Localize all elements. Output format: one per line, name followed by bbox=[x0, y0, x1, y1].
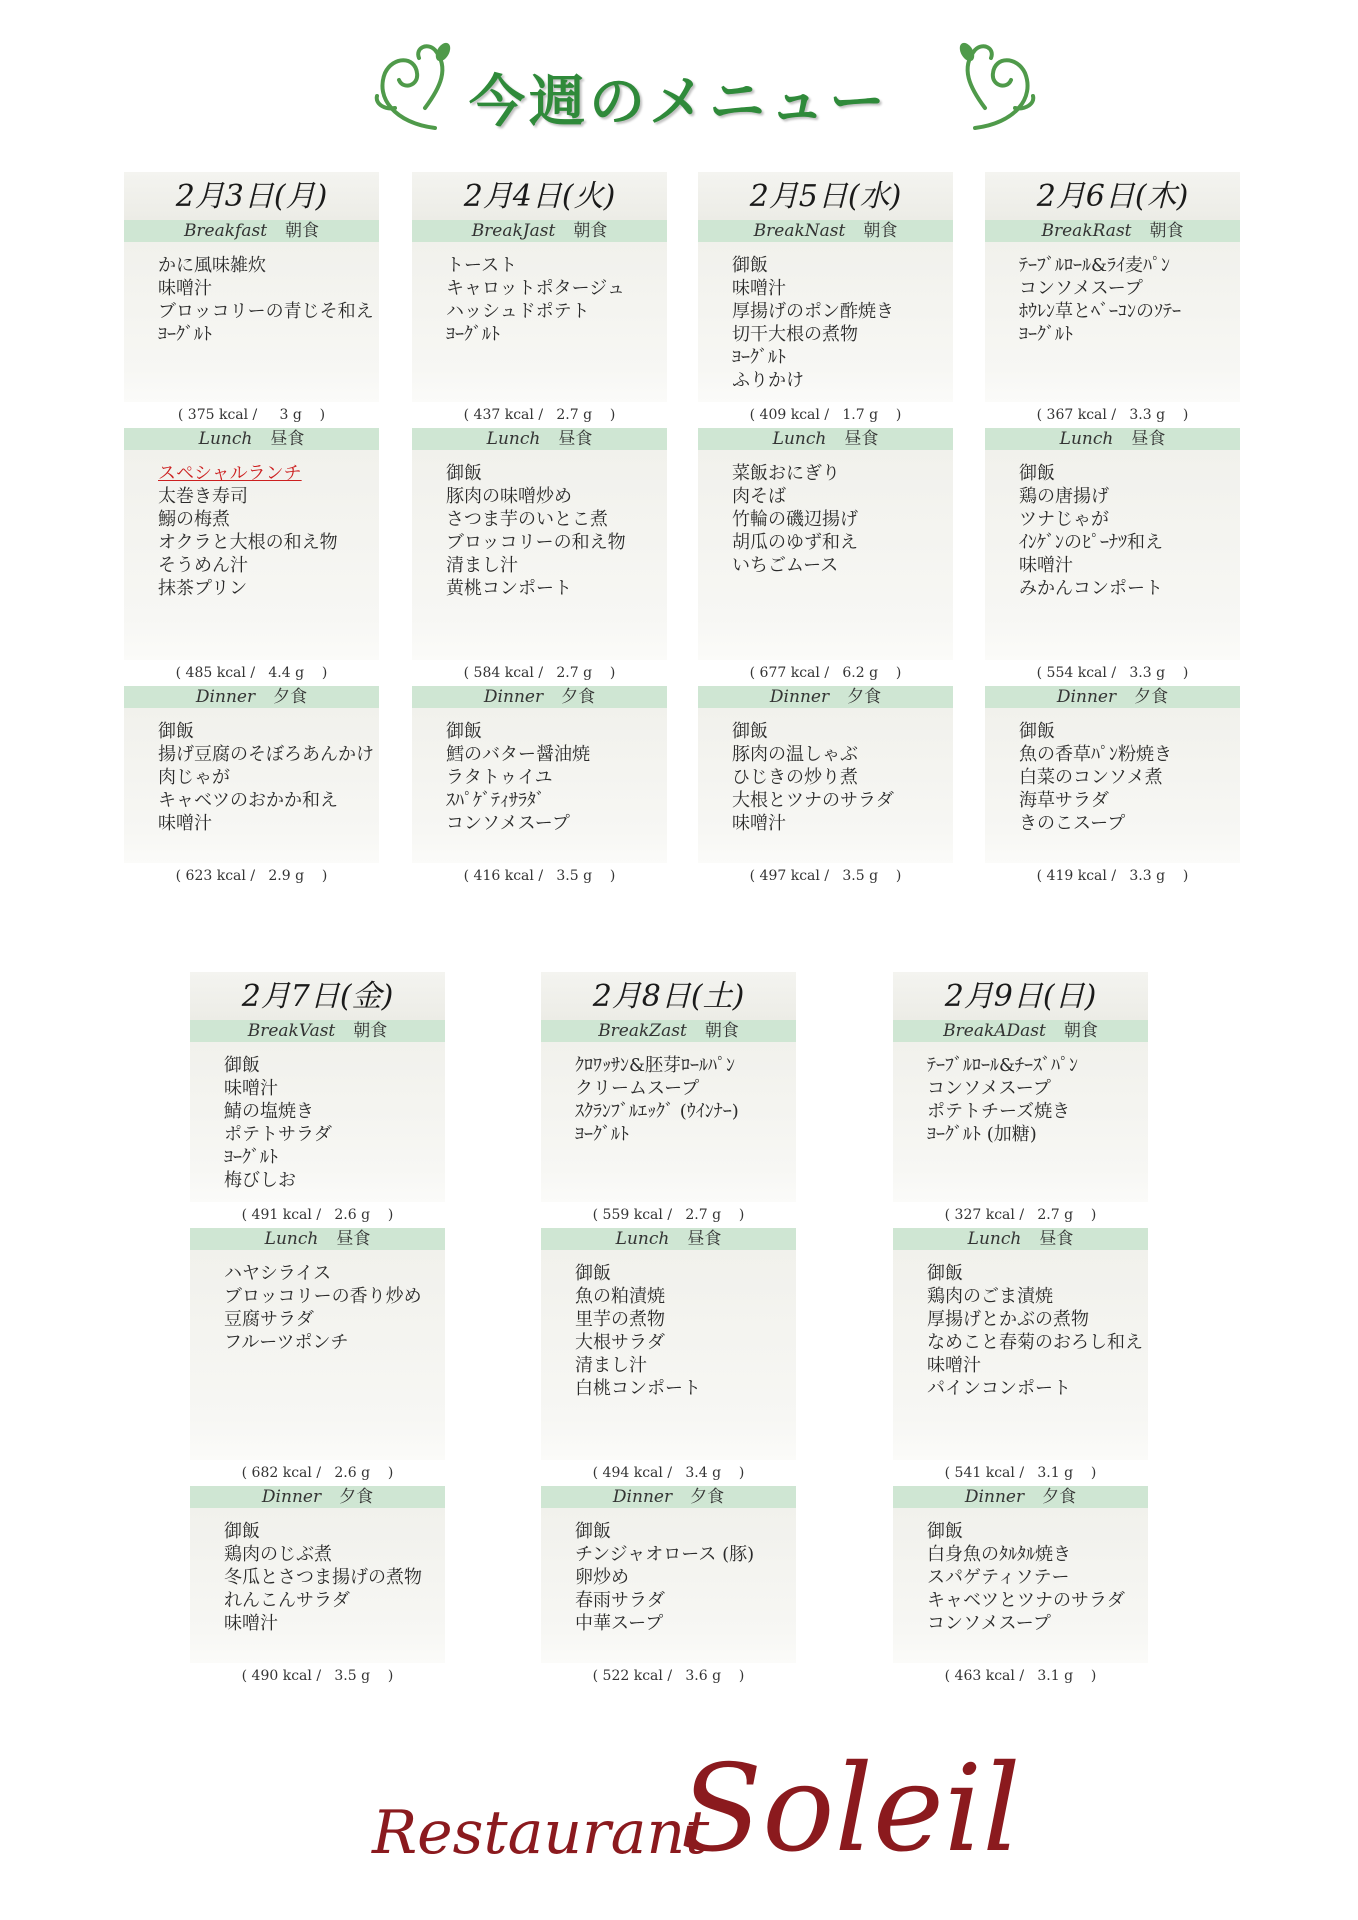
menu-item: ブロッコリーの香り炒め bbox=[224, 1286, 422, 1307]
menu-item: 太巻き寿司 bbox=[158, 486, 248, 507]
breakfast-nutrition: ( 491 kcal / 2.6 g ) bbox=[241, 1207, 394, 1223]
menu-item: 清まし汁 bbox=[575, 1355, 647, 1376]
menu-item: ｲﾝｹﾞﾝのﾋﾟｰﾅﾂ和え bbox=[1019, 532, 1163, 553]
menu-item: 大根とツナのサラダ bbox=[732, 790, 894, 811]
menu-item: ブロッコリーの青じそ和え bbox=[158, 301, 374, 322]
breakfast-label-en: BreakNast bbox=[753, 221, 846, 241]
menu-item: 魚の粕漬焼 bbox=[575, 1286, 665, 1307]
day-date: 2月5日(水) bbox=[698, 172, 953, 220]
menu-item: 御飯 bbox=[224, 1521, 260, 1542]
breakfast-label-en: BreakVast bbox=[247, 1021, 336, 1041]
menu-item: クリームスープ bbox=[575, 1078, 700, 1099]
dinner-nutrition: ( 463 kcal / 3.1 g ) bbox=[944, 1668, 1097, 1684]
day-column bbox=[985, 172, 1240, 889]
page-title: 今週のメニュー bbox=[469, 69, 889, 135]
breakfast-label-jp: 朝食 bbox=[863, 221, 898, 241]
menu-item: トースト bbox=[446, 255, 518, 276]
breakfast-header bbox=[190, 1020, 445, 1042]
menu-item: ツナじゃが bbox=[1019, 509, 1109, 530]
menu-item: 厚揚げとかぶの煮物 bbox=[927, 1309, 1089, 1330]
dinner-items bbox=[190, 1508, 445, 1663]
breakfast-label-jp: 朝食 bbox=[353, 1021, 388, 1041]
menu-item: 卵炒め bbox=[575, 1567, 629, 1588]
menu-item: 黄桃コンポート bbox=[446, 578, 572, 599]
menu-item: キャベツのおかか和え bbox=[158, 790, 338, 811]
breakfast-items bbox=[124, 242, 379, 402]
day-date: 2月7日(金) bbox=[190, 972, 445, 1020]
lunch-label-jp: 昼食 bbox=[336, 1229, 371, 1249]
menu-item: 味噌汁 bbox=[158, 813, 212, 834]
dinner-label-jp: 夕食 bbox=[561, 687, 596, 707]
header bbox=[0, 28, 1358, 138]
menu-item: ﾖｰｸﾞﾙﾄ bbox=[446, 324, 500, 345]
menu-item: 白身魚のﾀﾙﾀﾙ焼き bbox=[927, 1544, 1071, 1565]
menu-item: 味噌汁 bbox=[1019, 555, 1073, 576]
menu-item: 味噌汁 bbox=[732, 813, 786, 834]
dinner-header bbox=[985, 686, 1240, 708]
menu-item: 抹茶プリン bbox=[158, 578, 248, 599]
lunch-header bbox=[698, 428, 953, 450]
lunch-nutrition: ( 541 kcal / 3.1 g ) bbox=[944, 1465, 1097, 1481]
menu-item: 御飯 bbox=[732, 721, 768, 742]
day-column bbox=[190, 972, 445, 1689]
lunch-nutrition: ( 494 kcal / 3.4 g ) bbox=[592, 1465, 745, 1481]
dinner-label-en: Dinner bbox=[1056, 687, 1117, 707]
dinner-label-en: Dinner bbox=[612, 1487, 673, 1507]
dinner-header bbox=[541, 1486, 796, 1508]
menu-item: ハヤシライス bbox=[224, 1263, 332, 1284]
dinner-nutrition: ( 419 kcal / 3.3 g ) bbox=[1036, 868, 1189, 884]
menu-item: 味噌汁 bbox=[158, 278, 212, 299]
menu-item: ﾖｰｸﾞﾙﾄ (加糖) bbox=[927, 1124, 1037, 1145]
lunch-header bbox=[893, 1228, 1148, 1250]
breakfast-label-jp: 朝食 bbox=[573, 221, 608, 241]
menu-item: 鱈のバター醤油焼 bbox=[446, 744, 590, 765]
lunch-items bbox=[124, 450, 379, 660]
breakfast-nutrition: ( 375 kcal / 3 g ) bbox=[177, 407, 326, 423]
restaurant-label: Restaurant bbox=[372, 1798, 710, 1868]
menu-item: 海草サラダ bbox=[1019, 790, 1109, 811]
dinner-items bbox=[893, 1508, 1148, 1663]
day-date: 2月6日(木) bbox=[985, 172, 1240, 220]
breakfast-items bbox=[985, 242, 1240, 402]
breakfast-items bbox=[698, 242, 953, 402]
menu-item: 御飯 bbox=[575, 1263, 611, 1284]
lunch-label-en: Lunch bbox=[1059, 429, 1114, 449]
menu-item: 鶏肉のじぶ煮 bbox=[224, 1544, 332, 1565]
menu-item: 御飯 bbox=[732, 255, 768, 276]
menu-item: 白桃コンポート bbox=[575, 1378, 701, 1399]
breakfast-items bbox=[893, 1042, 1148, 1202]
breakfast-nutrition: ( 327 kcal / 2.7 g ) bbox=[944, 1207, 1097, 1223]
day-date: 2月3日(月) bbox=[124, 172, 379, 220]
lunch-label-jp: 昼食 bbox=[844, 429, 879, 449]
menu-item: ﾖｰｸﾞﾙﾄ bbox=[158, 324, 212, 345]
lunch-label-en: Lunch bbox=[264, 1229, 319, 1249]
lunch-label-jp: 昼食 bbox=[270, 429, 305, 449]
lunch-label-en: Lunch bbox=[198, 429, 253, 449]
menu-item: ﾃｰﾌﾞﾙﾛｰﾙ&ﾗｲ麦ﾊﾟﾝ bbox=[1019, 255, 1171, 276]
menu-item: 春雨サラダ bbox=[575, 1590, 665, 1611]
menu-item: 竹輪の磯辺揚げ bbox=[732, 509, 858, 530]
breakfast-label-en: BreakJast bbox=[471, 221, 556, 241]
menu-item: ポテトサラダ bbox=[224, 1124, 332, 1145]
menu-item: さつま芋のいとこ煮 bbox=[446, 509, 608, 530]
menu-item: 菜飯おにぎり bbox=[732, 463, 840, 484]
breakfast-nutrition: ( 409 kcal / 1.7 g ) bbox=[749, 407, 902, 423]
menu-item: ハッシュドポテト bbox=[446, 301, 590, 322]
dinner-label-en: Dinner bbox=[964, 1487, 1025, 1507]
dinner-items bbox=[698, 708, 953, 863]
menu-item: 御飯 bbox=[575, 1521, 611, 1542]
menu-item: 豆腐サラダ bbox=[224, 1309, 314, 1330]
day-date: 2月4日(火) bbox=[412, 172, 667, 220]
dinner-header bbox=[698, 686, 953, 708]
dinner-nutrition: ( 522 kcal / 3.6 g ) bbox=[592, 1668, 745, 1684]
lunch-header bbox=[190, 1228, 445, 1250]
menu-item: ｽｸﾗﾝﾌﾞﾙｴｯｸﾞ (ｳｲﾝﾅｰ) bbox=[575, 1101, 739, 1122]
day-column bbox=[124, 172, 379, 889]
breakfast-nutrition: ( 367 kcal / 3.3 g ) bbox=[1036, 407, 1189, 423]
breakfast-header bbox=[698, 220, 953, 242]
lunch-header bbox=[541, 1228, 796, 1250]
menu-item: ﾖｰｸﾞﾙﾄ bbox=[575, 1124, 629, 1145]
dinner-label-jp: 夕食 bbox=[690, 1487, 725, 1507]
breakfast-label-jp: 朝食 bbox=[1063, 1021, 1098, 1041]
breakfast-label-en: BreakADast bbox=[943, 1021, 1046, 1041]
menu-item: きのこスープ bbox=[1019, 813, 1126, 834]
menu-item: 御飯 bbox=[158, 721, 194, 742]
menu-item: 梅びしお bbox=[224, 1170, 296, 1191]
menu-item: 御飯 bbox=[446, 721, 482, 742]
menu-item: ふりかけ bbox=[732, 370, 804, 391]
menu-item: キャベツとツナのサラダ bbox=[927, 1590, 1125, 1611]
lunch-nutrition: ( 677 kcal / 6.2 g ) bbox=[749, 665, 902, 681]
dinner-label-en: Dinner bbox=[769, 687, 830, 707]
menu-item: ラタトゥイユ bbox=[446, 767, 553, 788]
lunch-header bbox=[985, 428, 1240, 450]
lunch-label-jp: 昼食 bbox=[1039, 1229, 1074, 1249]
menu-item: みかんコンポート bbox=[1019, 578, 1163, 599]
lunch-label-jp: 昼食 bbox=[687, 1229, 722, 1249]
menu-item: 大根サラダ bbox=[575, 1332, 665, 1353]
lunch-label-en: Lunch bbox=[615, 1229, 670, 1249]
flourish-ornament-right bbox=[955, 38, 1045, 138]
lunch-nutrition: ( 554 kcal / 3.3 g ) bbox=[1036, 665, 1189, 681]
dinner-items bbox=[541, 1508, 796, 1663]
lunch-label-jp: 昼食 bbox=[1131, 429, 1166, 449]
menu-item: ﾎｳﾚﾝ草とﾍﾞｰｺﾝのｿﾃｰ bbox=[1019, 301, 1181, 322]
menu-item: 味噌汁 bbox=[732, 278, 786, 299]
breakfast-label-jp: 朝食 bbox=[285, 221, 320, 241]
lunch-header bbox=[124, 428, 379, 450]
breakfast-header bbox=[541, 1020, 796, 1042]
menu-item: パインコンポート bbox=[927, 1378, 1071, 1399]
menu-item: 御飯 bbox=[927, 1521, 963, 1542]
lunch-label-en: Lunch bbox=[486, 429, 541, 449]
breakfast-header bbox=[124, 220, 379, 242]
menu-item: ブロッコリーの和え物 bbox=[446, 532, 626, 553]
menu-item: ｽﾊﾟｹﾞﾃｨｻﾗﾀﾞ bbox=[446, 790, 545, 811]
menu-item: いちごムース bbox=[732, 555, 839, 576]
lunch-nutrition: ( 584 kcal / 2.7 g ) bbox=[463, 665, 616, 681]
dinner-label-jp: 夕食 bbox=[1134, 687, 1169, 707]
menu-item: 鯖の塩焼き bbox=[224, 1101, 314, 1122]
breakfast-label-jp: 朝食 bbox=[1149, 221, 1184, 241]
menu-item: 豚肉の味噌炒め bbox=[446, 486, 572, 507]
breakfast-header bbox=[893, 1020, 1148, 1042]
menu-item: 中華スープ bbox=[575, 1613, 664, 1634]
dinner-nutrition: ( 623 kcal / 2.9 g ) bbox=[175, 868, 328, 884]
menu-item: コンソメスープ bbox=[927, 1078, 1051, 1099]
breakfast-label-jp: 朝食 bbox=[704, 1021, 739, 1041]
menu-item: そうめん汁 bbox=[158, 555, 248, 576]
menu-item: 御飯 bbox=[446, 463, 482, 484]
menu-item: フルーツポンチ bbox=[224, 1332, 349, 1353]
breakfast-nutrition: ( 437 kcal / 2.7 g ) bbox=[463, 407, 616, 423]
breakfast-items bbox=[541, 1042, 796, 1202]
menu-item: 味噌汁 bbox=[224, 1078, 278, 1099]
menu-item: コンソメスープ bbox=[446, 813, 570, 834]
menu-item: 肉じゃが bbox=[158, 767, 230, 788]
menu-item: ポテトチーズ焼き bbox=[927, 1101, 1071, 1122]
restaurant-name: Soleil bbox=[680, 1740, 1021, 1879]
breakfast-label-en: Breakfast bbox=[183, 221, 268, 241]
dinner-label-jp: 夕食 bbox=[847, 687, 882, 707]
breakfast-header bbox=[412, 220, 667, 242]
menu-item: ﾖｰｸﾞﾙﾄ bbox=[732, 347, 786, 368]
menu-item: キャロットポタージュ bbox=[446, 278, 625, 299]
menu-item: ひじきの炒り煮 bbox=[732, 767, 858, 788]
dinner-items bbox=[412, 708, 667, 863]
menu-item: 御飯 bbox=[927, 1263, 963, 1284]
lunch-items bbox=[190, 1250, 445, 1460]
menu-item: かに風味雑炊 bbox=[158, 255, 266, 276]
dinner-items bbox=[985, 708, 1240, 863]
breakfast-header bbox=[985, 220, 1240, 242]
menu-item: チンジャオロース (豚) bbox=[575, 1544, 755, 1565]
lunch-label-en: Lunch bbox=[772, 429, 827, 449]
menu-item: ﾖｰｸﾞﾙﾄ bbox=[1019, 324, 1073, 345]
menu-item: なめこと春菊のおろし和え bbox=[927, 1332, 1143, 1353]
menu-item: 冬瓜とさつま揚げの煮物 bbox=[224, 1567, 422, 1588]
dinner-header bbox=[412, 686, 667, 708]
breakfast-items bbox=[412, 242, 667, 402]
day-date: 2月9日(日) bbox=[893, 972, 1148, 1020]
menu-item: コンソメスープ bbox=[927, 1613, 1051, 1634]
menu-item: ﾃｰﾌﾞﾙﾛｰﾙ&ﾁｰｽﾞﾊﾟﾝ bbox=[927, 1055, 1079, 1076]
day-date: 2月8日(土) bbox=[541, 972, 796, 1020]
lunch-header bbox=[412, 428, 667, 450]
menu-item: 揚げ豆腐のそぼろあんかけ bbox=[158, 744, 374, 765]
menu-item: 御飯 bbox=[224, 1055, 260, 1076]
menu-item: 味噌汁 bbox=[927, 1355, 981, 1376]
menu-item: スペシャルランチ bbox=[158, 463, 302, 484]
lunch-nutrition: ( 485 kcal / 4.4 g ) bbox=[175, 665, 328, 681]
menu-item: 胡瓜のゆず和え bbox=[732, 532, 858, 553]
lunch-nutrition: ( 682 kcal / 2.6 g ) bbox=[241, 1465, 394, 1481]
dinner-items bbox=[124, 708, 379, 863]
day-column bbox=[412, 172, 667, 889]
lunch-items bbox=[985, 450, 1240, 660]
lunch-label-jp: 昼食 bbox=[558, 429, 593, 449]
breakfast-label-en: BreakRast bbox=[1041, 221, 1132, 241]
breakfast-items bbox=[190, 1042, 445, 1202]
lunch-items bbox=[412, 450, 667, 660]
menu-item: ﾖｰｸﾞﾙﾄ bbox=[224, 1147, 278, 1168]
menu-item: 御飯 bbox=[1019, 463, 1055, 484]
breakfast-label-en: BreakZast bbox=[598, 1021, 687, 1041]
dinner-label-jp: 夕食 bbox=[339, 1487, 374, 1507]
dinner-nutrition: ( 490 kcal / 3.5 g ) bbox=[241, 1668, 394, 1684]
menu-item: 切干大根の煮物 bbox=[732, 324, 858, 345]
menu-item: れんこんサラダ bbox=[224, 1590, 350, 1611]
menu-item: 鶏肉のごま漬焼 bbox=[927, 1286, 1053, 1307]
breakfast-nutrition: ( 559 kcal / 2.7 g ) bbox=[592, 1207, 745, 1223]
dinner-header bbox=[124, 686, 379, 708]
menu-item: スパゲティソテー bbox=[927, 1567, 1070, 1588]
dinner-label-en: Dinner bbox=[195, 687, 256, 707]
footer bbox=[0, 1740, 1358, 1890]
lunch-items bbox=[893, 1250, 1148, 1460]
menu-item: 御飯 bbox=[1019, 721, 1055, 742]
menu-item: 里芋の煮物 bbox=[575, 1309, 665, 1330]
day-column bbox=[541, 972, 796, 1689]
dinner-header bbox=[190, 1486, 445, 1508]
menu-item: ｸﾛﾜｯｻﾝ&胚芽ﾛｰﾙﾊﾟﾝ bbox=[575, 1055, 736, 1076]
menu-item: オクラと大根の和え物 bbox=[158, 532, 338, 553]
lunch-items bbox=[698, 450, 953, 660]
dinner-label-jp: 夕食 bbox=[273, 687, 308, 707]
menu-item: 厚揚げのポン酢焼き bbox=[732, 301, 894, 322]
menu-item: 鶏の唐揚げ bbox=[1019, 486, 1109, 507]
menu-item: 白菜のコンソメ煮 bbox=[1019, 767, 1163, 788]
day-column bbox=[698, 172, 953, 889]
menu-item: 肉そば bbox=[732, 486, 786, 507]
dinner-label-en: Dinner bbox=[261, 1487, 322, 1507]
menu-item: 清まし汁 bbox=[446, 555, 518, 576]
lunch-label-en: Lunch bbox=[967, 1229, 1022, 1249]
lunch-items bbox=[541, 1250, 796, 1460]
dinner-label-jp: 夕食 bbox=[1042, 1487, 1077, 1507]
dinner-nutrition: ( 497 kcal / 3.5 g ) bbox=[749, 868, 902, 884]
menu-item: 豚肉の温しゃぶ bbox=[732, 744, 858, 765]
menu-item: コンソメスープ bbox=[1019, 278, 1143, 299]
dinner-nutrition: ( 416 kcal / 3.5 g ) bbox=[463, 868, 616, 884]
dinner-header bbox=[893, 1486, 1148, 1508]
day-column bbox=[893, 972, 1148, 1689]
dinner-label-en: Dinner bbox=[483, 687, 544, 707]
menu-item: 鰯の梅煮 bbox=[158, 509, 230, 530]
menu-item: 味噌汁 bbox=[224, 1613, 278, 1634]
menu-item: 魚の香草ﾊﾟﾝ粉焼き bbox=[1019, 744, 1172, 765]
